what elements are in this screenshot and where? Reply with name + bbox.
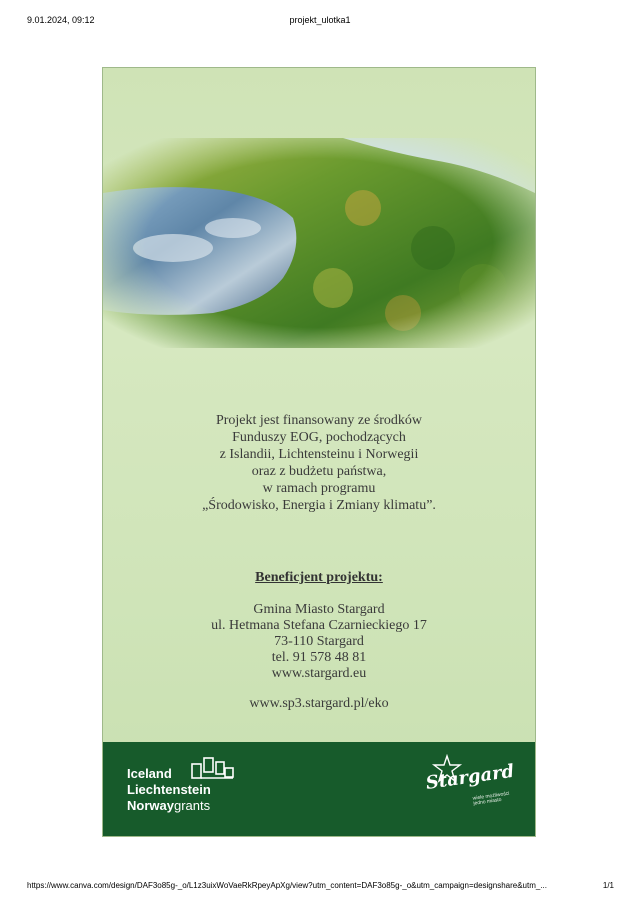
logo-band: [103, 742, 535, 836]
address-line: tel. 91 578 48 81: [271, 650, 367, 665]
print-url: https://www.canva.com/design/DAF3o85g-_o/L1z3uixWoVaeRkRpeyApXg/view?utm_content=DAF3o85g-_o&utm_campaign=designshare&utm_...: [27, 881, 547, 890]
grants-line-liechtenstein: Liechtenstein: [127, 782, 211, 797]
funding-line: oraz z budżetu państwa,: [251, 464, 387, 479]
grants-line-norway: Norway: [127, 798, 174, 813]
stargard-logo-word: Stargard: [424, 760, 516, 794]
beneficiary-heading: Beneficjent projektu:: [255, 570, 383, 585]
beneficiary-address: [103, 602, 535, 682]
eea-grants-blocks-icon: [191, 756, 235, 780]
funding-line: Projekt jest finansowany ze środków: [215, 413, 423, 428]
project-url: www.sp3.stargard.pl/eko: [249, 696, 389, 711]
address-line: 73-110 Stargard: [274, 634, 364, 649]
print-datetime: 9.01.2024, 09:12: [27, 15, 95, 25]
print-page-number: 1/1: [602, 881, 614, 890]
address-line: www.stargard.eu: [271, 666, 367, 681]
address-line: ul. Hetmana Stefana Czarnieckiego 17: [211, 618, 427, 633]
grants-line-iceland: Iceland: [127, 766, 172, 781]
funding-line: z Islandii, Lichtensteinu i Norwegii: [219, 447, 419, 462]
funding-statement: [103, 412, 535, 514]
lake-forest-photo: [103, 138, 535, 348]
funding-line: „Środowisko, Energia i Zmiany klimatu”.: [202, 498, 436, 513]
grants-line-grants: grants: [173, 798, 211, 813]
funding-line: Funduszy EOG, pochodzących: [232, 430, 406, 445]
stargard-logo-tagline: wiele możliwości jedno miasto: [472, 790, 510, 807]
print-title: projekt_ulotka1: [289, 15, 351, 25]
funding-line: w ramach programu: [262, 481, 376, 496]
flyer: [103, 68, 535, 836]
address-line: Gmina Miasto Stargard: [253, 602, 385, 617]
